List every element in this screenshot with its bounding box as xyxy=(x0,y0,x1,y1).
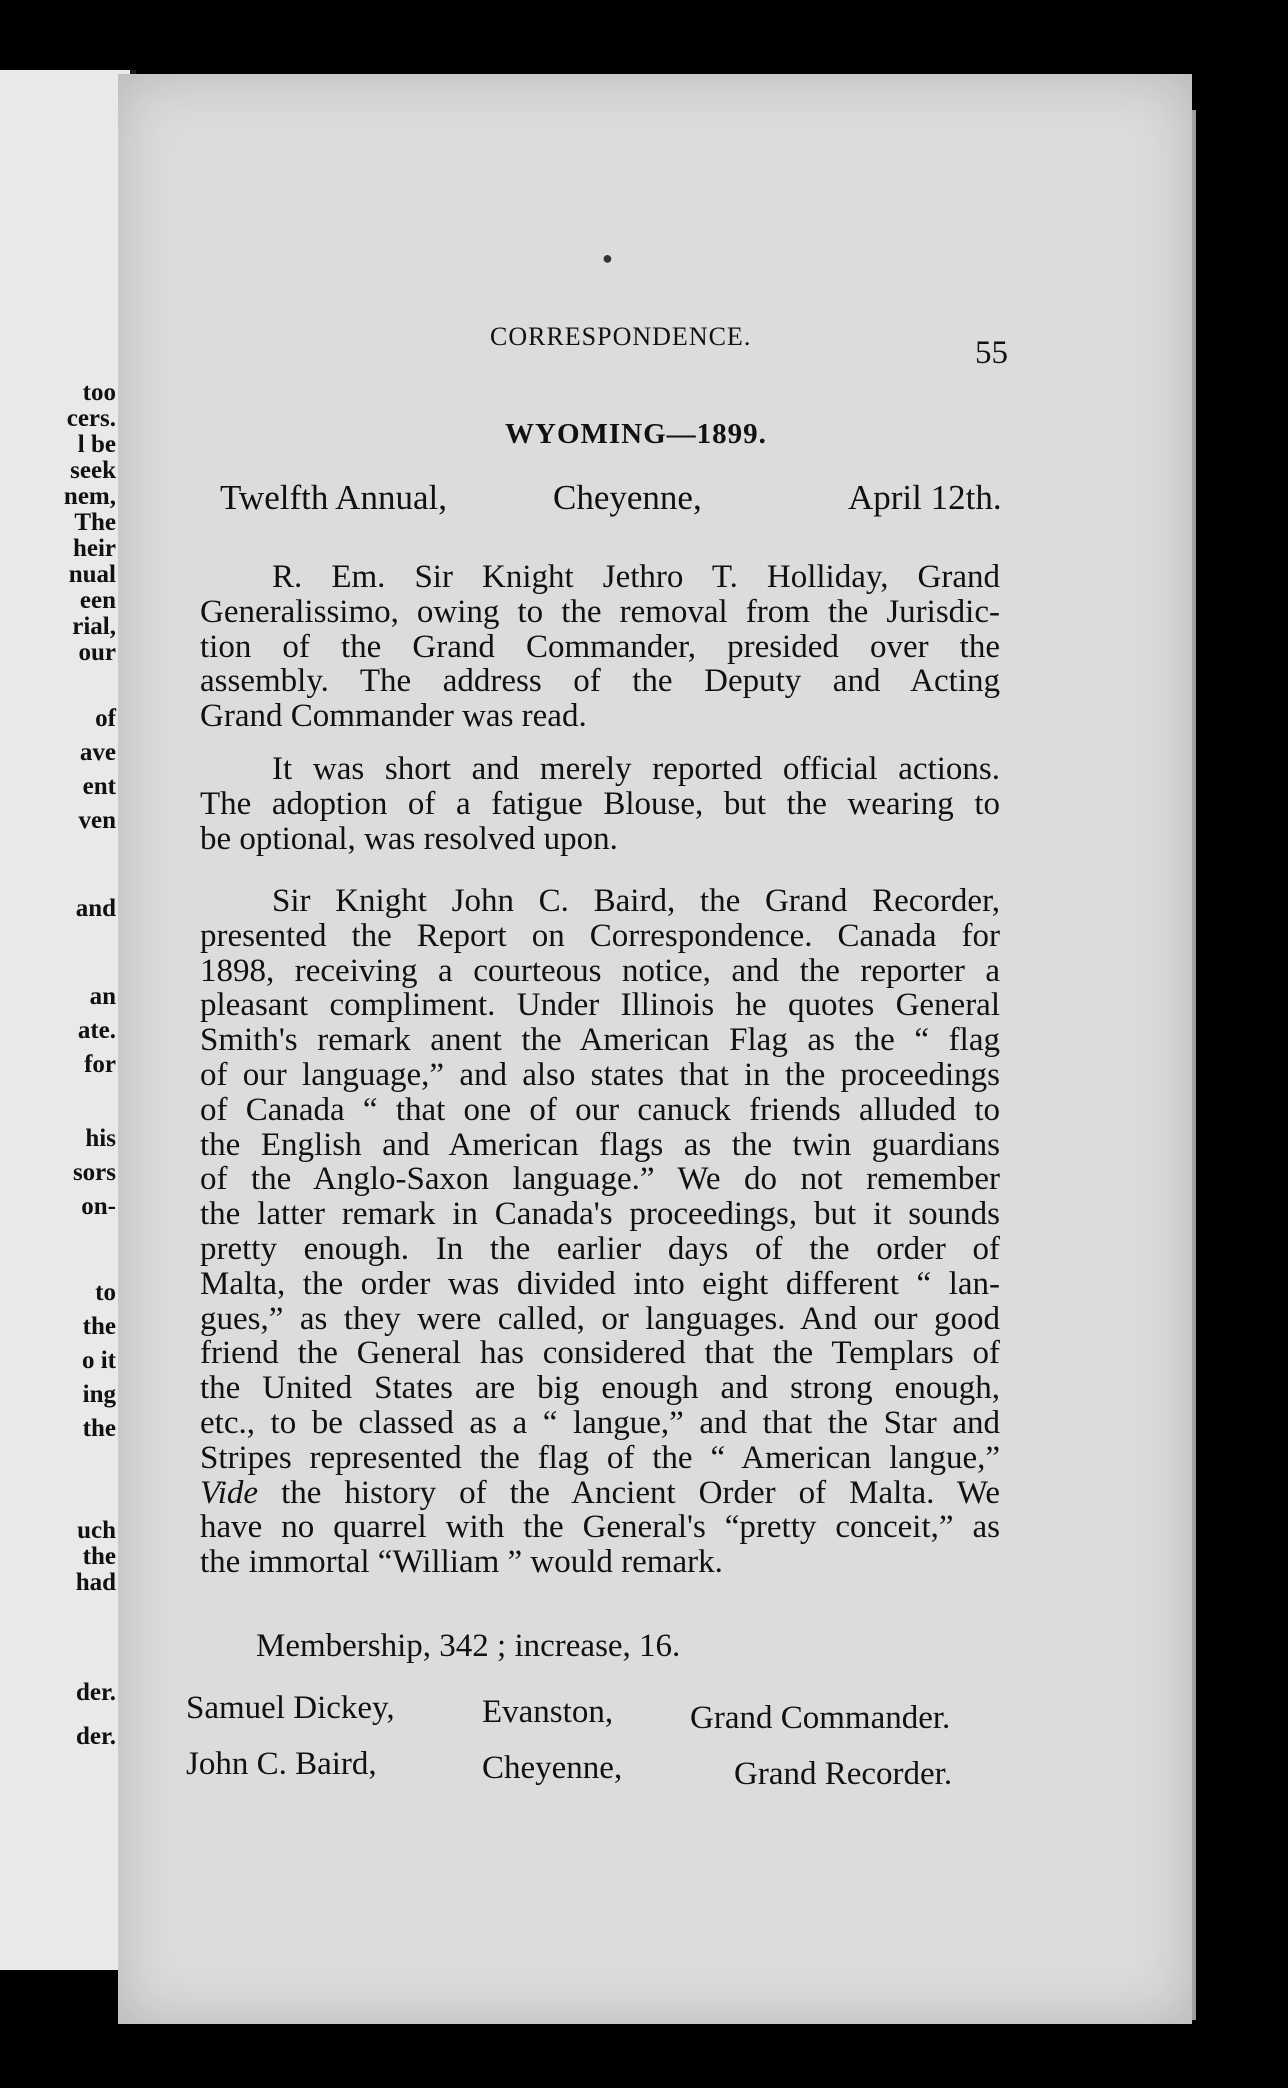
text-line: of Canada “ that one of our canuck friends alluded to xyxy=(200,1091,1000,1128)
fragment-line: on- xyxy=(81,1193,116,1220)
fragment-line: had xyxy=(75,1569,116,1596)
officer-place: Cheyenne, xyxy=(482,1750,623,1786)
text-line: the United States are big enough and strong enough, xyxy=(200,1370,1000,1407)
officer-name: Samuel Dickey, xyxy=(186,1690,395,1726)
text-line: of our language,” and also states that in the proceedings xyxy=(200,1056,1000,1093)
fragment-line: The xyxy=(74,509,116,536)
fragment-line: ven xyxy=(78,807,116,834)
officer-name: John C. Baird, xyxy=(186,1746,377,1782)
text-line: be optional, was resolved upon. xyxy=(200,820,618,857)
text-line: of the Anglo-Saxon language.” We do not remember xyxy=(200,1161,1000,1198)
officer-place: Evanston, xyxy=(482,1694,614,1730)
text-line: gues,” as they were called, or languages. And our good xyxy=(200,1300,1000,1337)
text-line: pretty enough. In the earlier days of the order of xyxy=(200,1230,1000,1267)
fragment-line: the xyxy=(82,1543,116,1570)
fragment-line: the xyxy=(82,1415,116,1442)
fragment-line: ent xyxy=(82,773,116,800)
membership-line: Membership, 342 ; increase, 16. xyxy=(256,1628,681,1664)
running-header: CORRESPONDENCE. xyxy=(490,322,752,351)
fragment-line: uch xyxy=(77,1517,116,1544)
fragment-line: our xyxy=(78,639,116,666)
fragment-line: his xyxy=(85,1125,116,1152)
section-title: WYOMING—1899. xyxy=(505,418,767,450)
text-line: the latter remark in Canada's proceedings, but it sounds xyxy=(200,1196,1000,1233)
text-line: tion of the Grand Commander, presided over the xyxy=(200,628,1000,665)
ink-speck: ● xyxy=(602,248,613,268)
fragment-line: der. xyxy=(75,1679,116,1706)
fragment-line: cers. xyxy=(66,405,116,432)
fragment-line: een xyxy=(79,587,116,614)
text-line: the English and American flags as the twin guardians xyxy=(200,1126,1000,1163)
date-label: April 12th. xyxy=(848,478,1002,517)
fragment-line: nem, xyxy=(63,483,116,510)
text-line: have no quarrel with the General's “pretty conceit,” as xyxy=(200,1509,1000,1546)
text-line: Grand Commander was read. xyxy=(200,698,587,735)
text-line: Stripes represented the flag of the “ American langue,” xyxy=(200,1439,1000,1476)
fragment-line: ing xyxy=(82,1381,116,1408)
fragment-line: to xyxy=(95,1279,116,1306)
text-line: Vide the history of the Ancient Order of Malta. We xyxy=(200,1474,1000,1511)
fragment-line: l be xyxy=(77,431,116,458)
fragment-line: ave xyxy=(79,739,116,766)
fragment-line: for xyxy=(84,1051,116,1078)
officer-title: Grand Commander. xyxy=(690,1700,951,1736)
text-line: pleasant compliment. Under Illinois he quotes General xyxy=(200,987,1000,1024)
fragment-line: the xyxy=(82,1313,116,1340)
italic-word: Vide xyxy=(200,1474,259,1511)
paragraph-3 xyxy=(200,884,1000,1580)
text-line: the immortal “William ” would remark. xyxy=(200,1544,723,1581)
previous-page-fragment xyxy=(0,70,136,1970)
fragment-line: seek xyxy=(70,457,116,484)
text-line: 1898, receiving a courteous notice, and the reporter a xyxy=(200,952,1000,989)
text-line: Sir Knight John C. Baird, the Grand Recorder, xyxy=(272,883,1000,919)
text-line: The adoption of a fatigue Blouse, but the wearing to xyxy=(200,785,1000,822)
fragment-line: rial, xyxy=(72,613,116,640)
fragment-line: der. xyxy=(75,1723,116,1750)
place-label: Cheyenne, xyxy=(553,478,702,517)
fragment-line: o it xyxy=(81,1347,116,1374)
paragraph-1 xyxy=(200,560,1000,734)
fragment-line: heir xyxy=(72,535,116,562)
text-line: presented the Report on Correspondence. Canada for xyxy=(200,917,1000,954)
fragment-line: and xyxy=(75,895,116,922)
text-line: friend the General has considered that the Templars of xyxy=(200,1335,1000,1372)
fragment-line: of xyxy=(95,705,116,732)
fragment-line: ate. xyxy=(77,1017,116,1044)
text-line: Smith's remark anent the American Flag as the “ flag xyxy=(200,1022,1000,1059)
fragment-line: too xyxy=(82,379,116,406)
text-line: Generalissimo, owing to the removal from the Jurisdic- xyxy=(200,593,1000,630)
fragment-line: sors xyxy=(72,1159,116,1186)
text-line: assembly. The address of the Deputy and Acting xyxy=(200,663,1000,700)
text-line: Malta, the order was divided into eight different “ lan- xyxy=(200,1265,1000,1302)
paragraph-2 xyxy=(200,752,1000,856)
officer-title: Grand Recorder. xyxy=(734,1756,953,1792)
text-line: R. Em. Sir Knight Jethro T. Holliday, Grand xyxy=(272,559,1000,595)
page-number: 55 xyxy=(975,335,1008,371)
text-line: etc., to be classed as a “ langue,” and that the Star and xyxy=(200,1404,1000,1441)
session-label: Twelfth Annual, xyxy=(220,478,447,517)
fragment-line: an xyxy=(89,983,116,1010)
text-line: It was short and merely reported official actions. xyxy=(272,751,1000,787)
fragment-line: nual xyxy=(68,561,116,588)
